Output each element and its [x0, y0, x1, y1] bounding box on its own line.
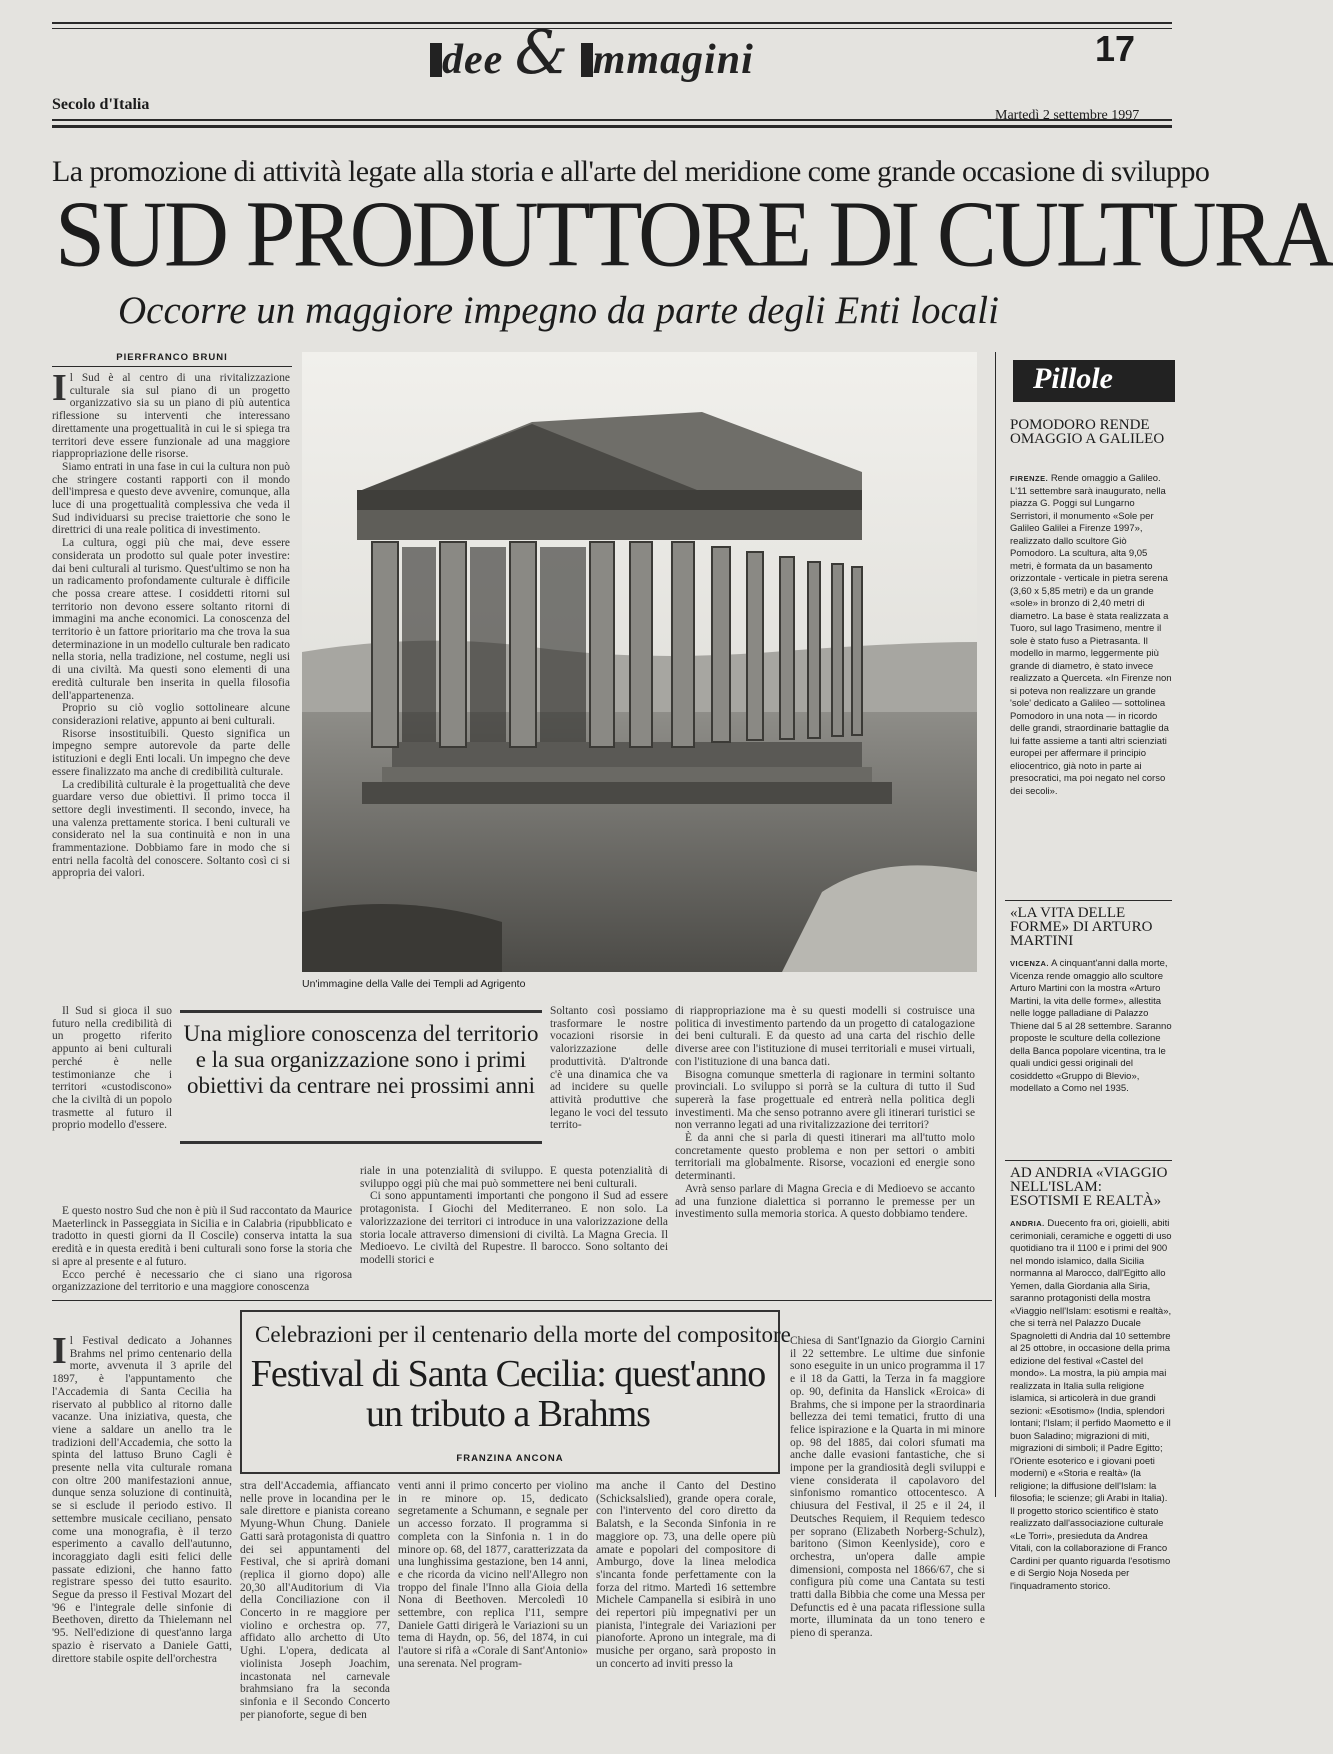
paragraph: stra dell'Accademia, affiancato nelle prove in locandina per le sale direttore e pianista coreano Myung-Whun Chung. Daniele Gatti sarà protagonista di quattro dei sei appuntamenti del Festival, che si aprirà domani (replica il giorno dopo) alle 20,30 all'Auditorium di Via della Conciliazione con il Concerto in re maggiore per violino e orchestra op. 77, affidato allo archetto di Uto Ughi. L'opera, dedicata al violinista Joseph Joachim, incastonata nel carnevale brahmsiano fra la seconda sinfonia e il Secondo Concerto per pianoforte, segue di ben [240, 1480, 390, 1721]
sidebar-item-1-text [1010, 473, 1172, 913]
paragraph: Siamo entrati in una fase in cui la cultura non può che stringere costanti rapporti con il mondo dell'impresa e questo deve avvenire, comunque, alla luce di una progettualità complessiva che veda il Sud individuarsi su precise traiettorie che sono le direttrici di una reale politica di investimento. [52, 460, 290, 537]
sidebar-item-3-place: ANDRIA. [1010, 1219, 1045, 1228]
paragraph: Ci sono appuntamenti importanti che pongono il Sud ad essere protagonista. I Giochi del Mediterraneo. E non solo. La valorizzazione dei territori ci introduce in una valorizzazione della storia locale attraverso dimensioni di civiltà. La Magna Grecia. Il Medioevo. Le civiltà del Rupestre. Il barocco. Sono soltanto dei modelli storici e [360, 1190, 668, 1266]
festival-kicker: Celebrazioni per il centenario della morte del compositore [255, 1322, 791, 1347]
page-number: 17 [1095, 28, 1136, 69]
sidebar-item-1-place: FIRENZE. [1010, 474, 1049, 483]
paragraph: La credibilità culturale è la progettualità che deve guardare verso due obiettivi. Il primo tocca il settore degli investimenti. Il secondo, invece, ha una valenza prettamente storica. I beni culturali ve considerato nel la sua continuità e non in una frammentazione. Dobbiamo fare in modo che si entri nella facoltà del conoscere. Soltanto così ci si appropria dei valori. [52, 778, 290, 880]
temple-illustration [302, 352, 977, 972]
article-dropcap: I [52, 367, 67, 409]
paragraph: La cultura, oggi più che mai, deve essere considerata un prodotto sul quale poter investire: dai beni culturali al turismo. Quest'ultimo se non ha un radicamento profondamente culturale è difficile che possa creare attese. I cosiddetti ritorni sul territorio non devono essere soltanto ritorni di immagini ma anche economici. La conoscenza del territorio è un fattore prioritario ma che trova la sua determinazione in un modello culturale ben radicato nella storia, nella tradizione, nel costume, negli usi di una civiltà. Ma questi sono elementi di una eredità culturale ben inserita in quella filosofia dell'appartenenza. [52, 537, 290, 702]
sidebar-item-3-body: Duecento fra ori, gioielli, abiti cerimoniali, ceramiche e oggetti di uso quotidiano tra il 1100 e i primi del 900 nel mondo islamico, dalla Sicilia normanna al Marocco, dall'Egitto allo Yemen, dalla Giordania alla Siria, saranno protagonisti della mostra «Viaggio nell'Islam: esotismi e realtà», che si terrà nel Palazzo Ducale Spagnoletti di Andria dal 10 settembre al 25 ottobre, in occasione della prima edizione del festival «Castel del mondo». La mostra, la più ampia mai realizzata in Italia sulla religione islamica, si articolerà in due grandi sezioni: «Esotismo» (India, splendori lontani; l'Islam; il perfido Maometto e il buon Saladino; migrazioni di miti, migrazioni di simboli; il Padre Egitto; l'Oriente esoterico e i giovani poeti moderni) e «Storia e realtà» (la religione; la diffusione dell'Islam: la filosofia; le scienze; gli Arabi in Italia). Il progetto storico scientifico è stato realizzato dall'associazione culturale «Le Torri», presieduta da Andrea Vitali, con la collaborazione di Franco Cardini per quanto riguarda l'esotismo e di Sergio Noja Noseda per l'inquadramento storico. [1010, 1218, 1172, 1592]
article-column-1 [52, 367, 290, 1002]
sidebar-item-1-body: Rende omaggio a Galileo. L'11 settembre sarà inaugurato, nella piazza G. Poggi sul Lungarno Serristori, il monumento «Sole per Galileo Galilei a Firenze 1997», realizzato dallo scultore Giò Pomodoro. La scultura, alta 9,05 metri, è formata da un basamento orizzontale - verticale in pietra serena (3,60 x 5,85 metri) e da un grande «sole» in bronzo di 2,40 metri di diametro. La base è stata realizzata a Tuoro, sul lago Trasimeno, mentre il sole è stato fuso a Pietrasanta. Il modello in marmo, leggermente più grande di diametro, è stato invece realizzato a Querceta. «In Firenze non si poteva non realizzare un grande 'sole' dedicato a Galileo — sottolinea Pomodoro in una nota — in ricordo delle grandi, straordinarie battaglie da lui fatte assieme a tanti altri scienziati europei per affermare il principio eliocentrico, già noto in parte ai presocratici, ma poi negato nel corso dei secoli». [1010, 473, 1172, 797]
sidebar-item-3-text [1010, 1218, 1172, 1708]
festival-headline: Festival di Santa Cecilia: quest'anno un tributo a Brahms [250, 1353, 766, 1435]
paragraph: È da anni che si parla di questi itinerari ma all'tutto molo concretamente questo problema e non per settori o ambiti territoriali ma globalmente. Risorse, vocazioni ed energie sono determinanti. [675, 1132, 975, 1183]
newspaper-name: Secolo d'Italia [52, 96, 150, 113]
article-kicker: La promozione di attività legate alla storia e all'arte del meridione come grande occasione di sviluppo [52, 155, 1210, 188]
paragraph: di riappropriazione ma è su questi modelli si costruisce una politica di investimento partendo da un progetto di catalogazione dei beni culturali. E da questo ad una carta del rischio delle diverse aree con l'istituzione di musei territoriali e musei virtuali, con l'istituzione di una banca dati. [675, 1005, 975, 1068]
article-column-3 [675, 1005, 975, 1287]
festival-column-5 [790, 1335, 985, 1710]
pull-quote: Una migliore conoscenza del territorio e la sua organizzazione sono i primi obiettivi da centrare nei prossimi anni [180, 1010, 542, 1144]
pillole-logo-text: Pillole [1033, 362, 1113, 395]
festival-column-1 [52, 1330, 232, 1710]
article-column-2 [360, 1165, 668, 1285]
section-cap-bar-2 [581, 43, 593, 77]
paragraph: Avrà senso parlare di Magna Grecia e di Medioevo se accanto ad una funzione dialettica si porranno le premesse per un investimento sulla memoria storica. A questo dobbiamo tendere. [675, 1182, 975, 1221]
sidebar-item-1-title: POMODORO RENDE OMAGGIO A GALILEO [1010, 417, 1165, 447]
paragraph: E questo nostro Sud che non è più il Sud raccontato da Maurice Maeterlinck in Passeggiata in Sicilia e in Calabria (ripubblicato e tradotto in questi giorni da Il Coscile) conserva intatta la sua eredità e in questa eredità i beni culturali sono forse la storia che si apre al presente e al futuro. [52, 1205, 352, 1268]
paragraph: l Festival dedicato a Johannes Brahms nel primo centenario della morte, avvenuta il 3 aprile del 1897, è l'appuntamento che l'Accademia di Santa Cecilia ha riservato al pubblico al ritorno dalle vacanze. Una iniziativa, questa, che viene a saldare un anello tra le tradizioni dell'Accademia, che sotto la spinta del lattuso Bruno Cagli è presente nella vita culturale romana con oltre 200 manifestazioni annue, dunque senza soluzione di continuità, se si esclude il periodo estivo. Il settembre musicale ceciliano, pensato come una monografia, è il terzo esperimento a cavallo dell'autunno, incoraggiato dagli esiti felici delle passate edizioni, che hanno fatto registrare spesso dei tutto esaurito. Segue da presso il Festival Mozart del '96 e l'integrale delle sinfonie di Beethoven, diretto da Thielemann nel '95. Nell'edizione di quest'anno larga spazio è riservato a Daniele Gatti, direttore stabile ospite dell'orchestra [52, 1335, 232, 1665]
sidebar-item-2-title: «LA VITA DELLE FORME» DI ARTURO MARTINI [1010, 905, 1153, 949]
paragraph: ma anche il Canto del Destino (Schicksalslied), grande opera corale, con l'intervento del coro diretto da Balatsh, e la Seconda Sinfonia in re maggiore op. 73, una delle opere più amate e popolari del compositore di Amburgo, dove la linea melodica s'incanta fonde perfettamente con la forza del ritmo. Martedì 16 settembre Michele Campanella si esibirà in uno dei repertori più impegnativi per un pianista, l'integrale dei Variazioni per pianoforte. Aprono un integrale, ma di musiche per organo, sarà proposto in un concerto ad inviti presso la [596, 1480, 776, 1670]
paragraph: Soltanto così possiamo trasformare le nostre vocazioni risorsie in valorizzazione delle produttività. D'altronde c'è una dinamica che va ad incidere su quelle attività produttive che legano le voci del tessuto territo- [550, 1005, 668, 1132]
paragraph: Proprio su ciò voglio sottolineare alcune considerazioni relative, appunto ai beni culturali. [52, 702, 290, 727]
temple-photo [302, 352, 977, 972]
section-cap-bar [430, 43, 442, 77]
article-byline: PIERFRANCO BRUNI [116, 352, 228, 363]
article-headline: SUD PRODUTTORE DI CULTURA [55, 182, 1333, 287]
section-title [430, 18, 810, 88]
section-title-right: mmagini [592, 37, 754, 83]
article-column-1-bottom [52, 1205, 352, 1295]
issue-date: Martedì 2 settembre 1997 [995, 108, 1140, 123]
festival-byline: FRANZINA ANCONA [456, 1453, 564, 1464]
paragraph: Risorse insostituibili. Questo significa un impegno sempre autorevole da parte delle istituzioni e degli Enti locali. Un impegno che deve essere finalizzato ma anche di credibilità culturale. [52, 727, 290, 778]
paragraph: Ecco perché è necessario che ci siano una rigorosa organizzazione del territorio e una maggiore conoscenza [52, 1268, 352, 1294]
festival-column-3 [398, 1480, 588, 1710]
paragraph: Chiesa di Sant'Ignazio da Giorgio Carnini il 22 settembre. Le ultime due sinfonie sono eseguite in un unico programma il 17 e il 18 da Gatti, la Terza in fa maggiore op. 90, definita da Hanslick «Eroica» di Brahms, che si impone per la straordinaria bellezza dei temi tematici, frutto di una felice ispirazione e la Quarta in mi minore op. 98 del 1885, dai colori sfumati ma anche dalle evasioni fantastiche, che si impone per la grandiosità degli sviluppi e viene considerata il capolavoro del sinfonismo romantico ottocentesco. A chiusura del Festival, il 25 e il 24, il Deutsches Requiem, il Requiem tedesco per soprano (Elizabeth Norberg-Schulz), baritono (Simon Keenlyside), coro e orchestra, un'opera dalle ampie dimensioni, composta nel 1866/67, che si configura più come una Cantata su testi tratti dalla Bibbia che come una Messa per Defunctis ed è una pacata riflessione sulla morte, illuminata da un tono tenero e pieno di speranza. [790, 1335, 985, 1640]
article-subhead: Occorre un maggiore impegno da parte degli Enti locali [118, 289, 999, 332]
article-column-1-narrow [52, 1005, 172, 1203]
section-title-left: dee [442, 37, 504, 83]
sidebar-item-3-title: AD ANDRIA «VIAGGIO NELL'ISLAM: ESOTISMI E REALTÀ» [1010, 1165, 1168, 1209]
paragraph: venti anni il primo concerto per violino in re minore op. 15, dedicato segretamente a Schumann, e segnale per un accesso forzato. Il programma si completa con la Sinfonia n. 1 in do minore op. 68, del 1877, caratterizzata da una lunghissima gestazione, ben 14 anni, e che ricorda da vicino nell'Allegro non troppo del finale l'Inno alla Gioia della Nona di Beethoven. Mercoledì 10 settembre, con replica l'11, sempre Daniele Gatti dirigerà le Variazioni su un tema di Haydn, op. 56, del 1874, in cui l'autore si rifà a «Corale di Sant'Antonio» una serenata. Nel program- [398, 1480, 588, 1670]
paragraph: riale in una potenzialità di sviluppo. E questa potenzialità di sviluppo oggi più che mai può sommettere nei beni culturali. [360, 1165, 668, 1190]
article-column-2a [550, 1005, 668, 1165]
section-ampersand: & [514, 18, 570, 88]
paragraph: Bisogna comunque smetterla di ragionare in termini soltanto provinciali. Lo sviluppo si porrà se la cultura di tutto il Sud supererà la fase progettuale ed entrerà nella politica degli investimenti. Ma che senso potranno avere gli itinerari turistici se non verranno legati ad una rivitalizzazione dei territori? [675, 1068, 975, 1132]
sidebar-item-2-body: A cinquant'anni dalla morte, Vicenza rende omaggio allo scultore Arturo Martini con la mostra «Arturo Martini, la vita delle forme», allestita nelle logge palladiane di Palazzo Thiene dal 5 al 28 settembre. Saranno proposte le sculture della collezione della Banca popolare vicentina, tra le quali undici gessi originali del cosiddetto «Gruppo di Blevio», modellato a Como nel 1935. [1010, 958, 1172, 1094]
festival-dropcap: I [52, 1330, 67, 1372]
paragraph: Il Sud si gioca il suo futuro nella credibilità di un progetto riferito appunto ai beni culturali perché è nelle testimonianze che i territori «custodiscono» che la civiltà di un popolo trasmette al futuro il proprio modello d'essere. [52, 1005, 172, 1132]
sidebar-item-2-place: VICENZA. [1010, 959, 1050, 968]
paragraph: l Sud è al centro di una rivitalizzazione culturale sia sul piano di un progetto organizzativo sia su un piano di più autentica riflessione su interventi che interessano direttamente una progettualità in cui le si spiega tra territori deve essere funzionale ad una maggiore riappropriazione delle risorse. [52, 372, 290, 461]
sidebar-item-2-text [1010, 958, 1172, 1158]
festival-column-2 [240, 1480, 390, 1721]
photo-caption: Un'immagine della Valle dei Templi ad Agrigento [302, 978, 526, 990]
festival-column-4 [596, 1480, 776, 1710]
pillole-logo [1013, 360, 1175, 402]
